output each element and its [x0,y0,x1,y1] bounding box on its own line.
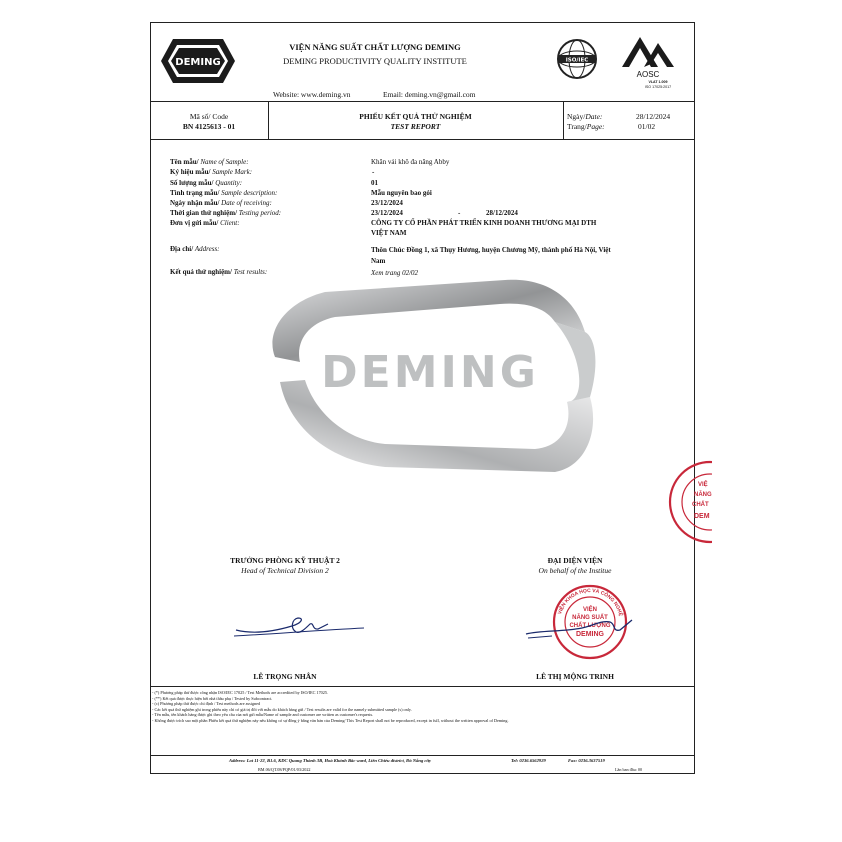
address-value-line1: Thôn Chúc Đồng 1, xã Thụy Hương, huyện Chương Mỹ, thành phố Hà Nội, Việt [371,246,611,254]
header-divider-top [150,101,695,102]
period-to: 28/12/2024 [486,209,518,217]
note-item: - Các kết quả thử nghiệm ghi trong phiếu này chỉ có giá trị đối với mẫu do khách hàng gửi / Test results are valid for the namely submitted sample (s) only. [152,706,412,712]
received-value: 23/12/2024 [371,199,403,207]
report-title-en: TEST REPORT [390,122,441,131]
left-signer-title-vn: TRƯỞNG PHÒNG KỸ THUẬT 2 [230,556,340,565]
sample-mark-label: Ký hiệu mẫu/ Sample Mark: [170,168,253,176]
form-code: BM.06/QT.08/PQP/01/03/2022 [258,767,311,772]
condition-value: Mẫu nguyên bao gói [371,189,432,197]
address-value-line2: Nam [371,257,386,265]
header-col-divider-2 [563,101,564,139]
svg-text:VIỆ: VIỆ [698,482,708,488]
period-from: 23/12/2024 [371,209,403,217]
svg-text:CHẤT: CHẤT [692,502,709,508]
date-value: 28/12/2024 [636,112,671,121]
edition-text: Lần ban đầu: 00 [615,767,643,772]
footer-divider [150,755,695,756]
svg-text:NĂNG SUẤT: NĂNG SUẤT [572,615,608,621]
watermark-text: DEMING [321,347,539,398]
note-item: - Tên mẫu, tên khách hàng được ghi theo yêu cầu của nơi gửi mẫu/Name of sample and customer are written as customer's requests. [152,712,374,718]
note-item: - (**) Kết quả được thực hiện bởi nhà thầu phụ / Tested by Subcontract. [152,695,273,701]
notes-list [152,690,692,724]
header-divider-bottom [150,139,695,140]
footer-fax: Fax: 0236.3637519 [568,758,605,763]
footer-tel: Tel: 0236.6562929 [511,758,546,763]
right-signer-title-vn: ĐẠI DIỆN VIỆN [547,556,603,565]
svg-text:ISO/IEC: ISO/IEC [565,57,589,64]
left-signer-name: LÊ TRỌNG NHÂN [253,672,317,681]
right-signer-title-en: On behalf of the Institue [538,566,612,575]
date-label: Ngày/Date: [567,112,603,121]
svg-text:VIỆN: VIỆN [582,607,598,613]
quantity-label: Số lượng mẫu/ Quantity: [170,179,243,187]
client-value-line2: VIỆT NAM [371,229,407,237]
right-signer-name: LÊ THỊ MỘNG TRINH [536,672,614,681]
svg-text:NĂNG: NĂNG [694,492,712,498]
results-value: Xem trang 02/02 [371,269,419,277]
svg-text:DEMING: DEMING [175,57,221,68]
period-label: Thời gian thử nghiệm/ Testing period: [170,209,282,217]
sample-mark-value: - [372,168,375,176]
page-seal-stamp [660,456,712,548]
svg-text:DEM: DEM [694,513,710,520]
svg-text:DEMING: DEMING [576,631,604,638]
svg-text:VLAT 1.009: VLAT 1.009 [648,80,668,84]
note-item: - (c) Phương pháp thử được chỉ định / Test methods are assigned [152,701,261,707]
received-label: Ngày nhận mẫu/ Date of receiving: [170,199,272,207]
note-item: - Không được trích sao một phần Phiếu kết quả thử nghiệm này nếu không có sự đồng ý bằng văn bản của Deming/ This Test Report shall not be reproduced, except in full, without the written approval of Deming. [152,717,509,723]
svg-text:VIỆN KHOA HỌC VÀ CÔNG NGHỆ: VIỆN KHOA HỌC VÀ CÔNG NGHỆ [557,587,624,617]
code-label: Mã số/ Code [189,112,229,121]
email-text: Email: deming.vn@gmail.com [383,90,476,99]
notes-divider [150,686,695,687]
client-value-line1: CÔNG TY CỔ PHẦN PHÁT TRIỂN KINH DOANH THƯƠNG MẠI DTH [371,219,597,227]
svg-text:AOSC: AOSC [636,70,660,79]
institute-name-en: DEMING PRODUCTIVITY QUALITY INSTITUTE [283,56,467,66]
left-signer-title-en: Head of Technical Division 2 [241,566,329,575]
code-value: BN 4125613 - 01 [182,122,236,131]
svg-text:ISO 17025:2017: ISO 17025:2017 [644,85,672,89]
website-text: Website: www.deming.vn [273,90,351,99]
svg-text:CHẤT LƯỢNG: CHẤT LƯỢNG [569,623,611,629]
client-label: Đơn vị gửi mẫu/ Client: [170,219,240,227]
report-title-vn: PHIẾU KẾT QUẢ THỬ NGHIỆM [359,112,472,121]
deming-logo [159,35,237,87]
condition-label: Tình trạng mẫu/ Sample description: [170,189,278,197]
aosc-logo [614,33,686,89]
footer-address: Address: Lot 11-22, B1.6, KDC Quang Thành 3B, Hoà Khánh Bắc ward, Liên Chiểu district, Đà Nẵng city [229,758,432,763]
right-signature [522,612,642,648]
period-dash: - [458,209,461,217]
address-label: Địa chỉ/ Address: [170,245,220,253]
results-label: Kết quả thử nghiệm/ Test results: [170,268,268,276]
page-label: Trang/Page: [567,122,605,131]
page-value: 01/02 [638,122,656,131]
sample-name-value: Khăn vải khô đa năng Abby [371,158,450,166]
left-signature [232,612,367,642]
iso-globe-logo [555,37,599,81]
institute-name-vn: VIỆN NĂNG SUẤT CHẤT LƯỢNG DEMING [289,42,461,52]
quantity-value: 01 [371,179,378,187]
sample-name-label: Tên mẫu/ Name of Sample: [170,158,249,166]
note-item: - (*) Phương pháp thử được công nhận ISO/IEC 17025 / Test Methods are accredited by ISO/IEC 17025. [152,690,329,695]
